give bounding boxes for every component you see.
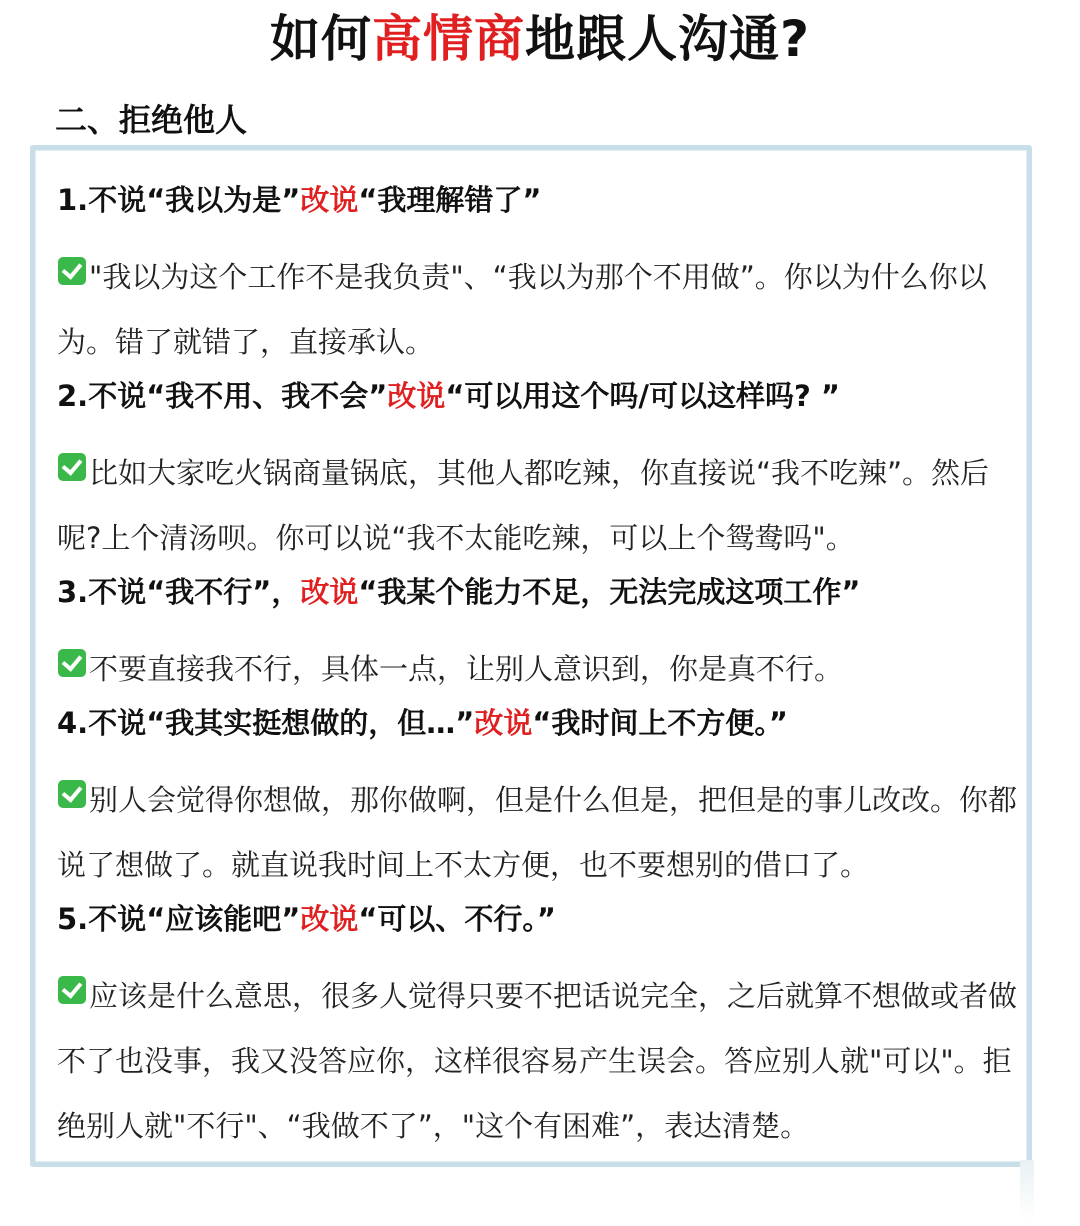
tip-body — [57, 637, 1017, 702]
page-title — [0, 8, 1080, 70]
tip-title-keyword: 改说 — [300, 183, 359, 217]
tip-item-3 — [57, 572, 1017, 702]
tip-item-2 — [57, 376, 1017, 571]
tip-title — [57, 899, 1017, 939]
tip-title-suffix: “可以、不行。” — [358, 902, 556, 936]
tip-title-suffix: “可以用这个吗/可以这样吗? ” — [445, 379, 840, 413]
tip-title-suffix: “我某个能力不足，无法完成这项工作” — [358, 575, 861, 609]
title-highlight: 高情商 — [371, 10, 525, 68]
tip-title — [57, 572, 1017, 612]
tip-title-keyword: 改说 — [387, 379, 446, 413]
tip-title — [57, 180, 1017, 220]
tip-body-text: 应该是什么意思，很多人觉得只要不把话说完全，之后就算不想做或者做不了也没事，我又没答应你，这样很容易产生误会。答应别人就"可以"。拒绝别人就"不行"、“我做不了”，"这个有困难”，表达清楚。 — [57, 979, 1018, 1143]
tip-body-text: 比如大家吃火锅商量锅底，其他人都吃辣，你直接说“我不吃辣”。然后呢?上个清汤呗。你可以说“我不太能吃辣，可以上个鸳鸯吗"。 — [57, 456, 990, 555]
check-icon — [58, 257, 86, 285]
check-icon — [58, 453, 86, 481]
tip-item-5 — [57, 899, 1017, 1159]
tip-title-prefix: 3.不说“我不行”， — [57, 575, 301, 609]
tip-body-text: "我以为这个工作不是我负责"、“我以为那个不用做”。你以为什么你以为。错了就错了，直接承认。 — [57, 260, 987, 359]
title-suffix: 地跟人沟通? — [524, 10, 810, 68]
tip-title-keyword: 改说 — [300, 575, 359, 609]
tip-title-prefix: 1.不说“我以为是” — [57, 183, 301, 217]
tip-title — [57, 703, 1017, 743]
content-card — [30, 145, 1032, 1167]
tip-body-text: 别人会觉得你想做，那你做啊，但是什么但是，把但是的事儿改改。你都说了想做了。就直说我时间上不太方便，也不要想别的借口了。 — [57, 783, 1018, 882]
tip-title-suffix: “我时间上不方便。” — [532, 706, 788, 740]
check-icon — [58, 976, 86, 1004]
tip-title-prefix: 2.不说“我不用、我不会” — [57, 379, 388, 413]
tip-body-text: 不要直接我不行，具体一点，让别人意识到，你是真不行。 — [89, 652, 844, 686]
tip-title-keyword: 改说 — [474, 706, 533, 740]
edge-shadow — [1020, 1160, 1034, 1220]
check-icon — [58, 649, 86, 677]
tip-body — [57, 441, 1017, 571]
tip-title-suffix: “我理解错了” — [358, 183, 542, 217]
tip-title-prefix: 5.不说“应该能吧” — [57, 902, 301, 936]
tip-title — [57, 376, 1017, 416]
tip-title-keyword: 改说 — [300, 902, 359, 936]
tip-item-4 — [57, 703, 1017, 898]
tip-title-prefix: 4.不说“我其实挺想做的，但…” — [57, 706, 475, 740]
tip-body — [57, 964, 1017, 1159]
section-heading: 二、拒绝他人 — [55, 101, 248, 139]
tip-body — [57, 768, 1017, 898]
tip-body — [57, 245, 1017, 375]
tip-item-1 — [57, 180, 1017, 375]
title-prefix: 如何 — [269, 10, 372, 68]
check-icon — [58, 780, 86, 808]
